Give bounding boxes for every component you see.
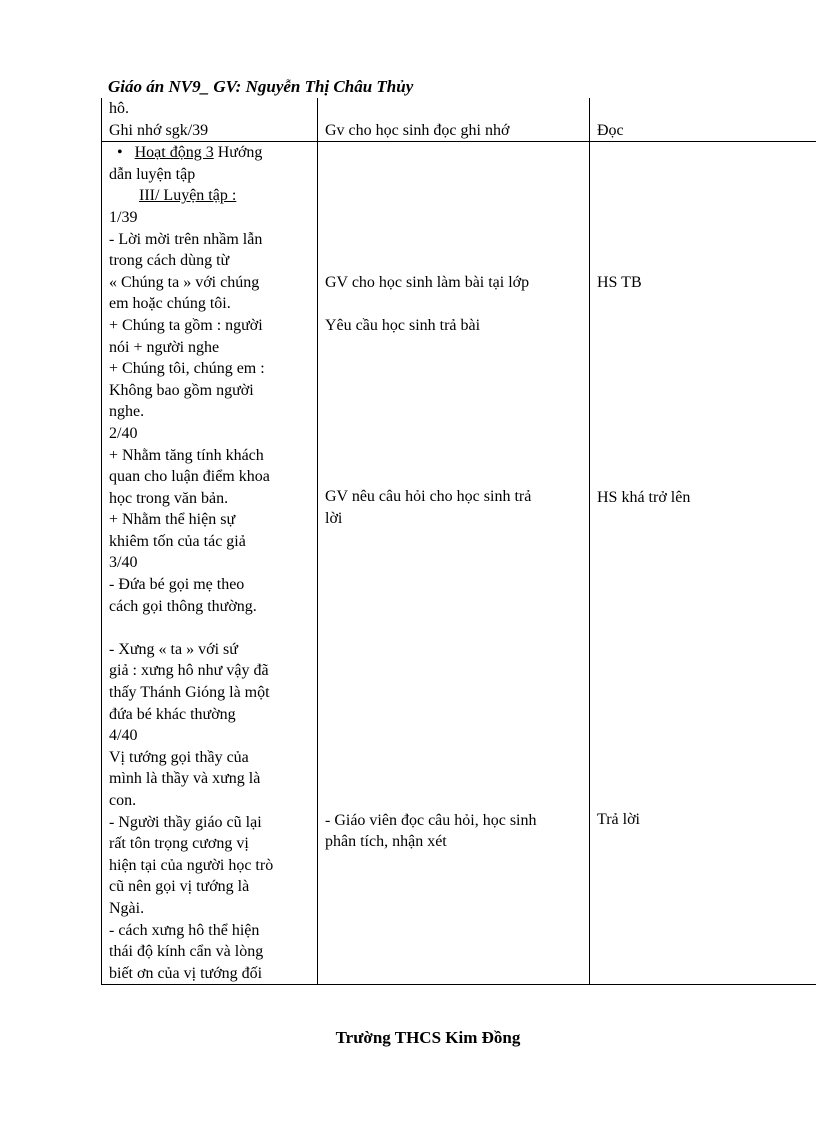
text-line: Không bao gồm người bbox=[109, 381, 254, 399]
text-line: dẫn luyện tập bbox=[109, 165, 196, 183]
text-line: Vị tướng gọi thầy của bbox=[109, 748, 249, 766]
text-line: hô. bbox=[109, 100, 129, 117]
table-row bbox=[102, 98, 816, 142]
table-cell-student bbox=[590, 98, 816, 142]
section-title: III/ Luyện tập : bbox=[139, 187, 237, 205]
teacher-activity-1: GV cho học sinh làm bài tại lớp bbox=[325, 274, 530, 292]
table-row bbox=[102, 142, 816, 985]
teacher-activity-3: GV nêu câu hỏi cho học sinh trả bbox=[325, 488, 532, 506]
text-line: rất tôn trọng cương vị bbox=[109, 835, 249, 853]
exercise-block-a bbox=[109, 207, 317, 617]
text-line: hiện tại của người học trò bbox=[109, 856, 274, 874]
activity-heading bbox=[109, 142, 317, 164]
text-line: - Người thầy giáo cũ lại bbox=[109, 813, 262, 831]
student-activity-3: Trả lời bbox=[597, 811, 640, 829]
text-line: em hoặc chúng tôi. bbox=[109, 295, 231, 313]
text-line: Ngài. bbox=[109, 899, 145, 917]
exercise-block-b bbox=[109, 639, 317, 985]
text-line: giả : xưng hô như vậy đã bbox=[109, 662, 269, 680]
page-header: Giáo án NV9_ GV: Nguyễn Thị Châu Thủy bbox=[108, 77, 414, 96]
text-line: thái độ kính cẩn và lòng bbox=[109, 943, 264, 961]
text-line: nói + người nghe bbox=[109, 338, 220, 356]
text-line: 3/40 bbox=[109, 554, 138, 572]
text-line: biết ơn của vị tướng đối bbox=[109, 964, 263, 982]
text-line: 4/40 bbox=[109, 727, 138, 745]
blank-line bbox=[109, 617, 317, 639]
text-line: + Chúng ta gồm : người bbox=[109, 316, 263, 334]
text-line: nghe. bbox=[109, 403, 145, 421]
text-line: cách gọi thông thường. bbox=[109, 597, 257, 615]
text-line: 2/40 bbox=[109, 424, 138, 442]
text-line: cũ nên gọi vị tướng là bbox=[109, 878, 250, 896]
page-footer: Trường THCS Kim Đồng bbox=[335, 1028, 521, 1047]
text-line: đứa bé khác thường bbox=[109, 705, 236, 723]
teacher-activity-4-cont: phân tích, nhận xét bbox=[325, 833, 447, 851]
student-activity-1: HS TB bbox=[597, 274, 642, 292]
text-line: + Chúng tôi, chúng em : bbox=[109, 360, 265, 378]
text-line: + Nhằm thể hiện sự bbox=[109, 511, 236, 529]
activity-title-rest: Hướng bbox=[213, 144, 263, 162]
bullet: • bbox=[117, 144, 123, 162]
table-cell-teacher bbox=[318, 142, 590, 985]
lesson-table bbox=[101, 98, 816, 985]
text-line: con. bbox=[109, 792, 137, 809]
table-cell-teacher bbox=[318, 98, 590, 142]
text-line: - Đứa bé gọi mẹ theo bbox=[109, 576, 245, 594]
table-cell-content bbox=[102, 142, 318, 985]
table-cell-content bbox=[102, 98, 318, 142]
text-line: học trong văn bản. bbox=[109, 489, 229, 507]
student-activity-2: HS khá trở lên bbox=[597, 488, 691, 506]
text-line: - cách xưng hô thể hiện bbox=[109, 921, 260, 939]
text-line: « Chúng ta » với chúng bbox=[109, 273, 260, 291]
text-line: quan cho luận điểm khoa bbox=[109, 468, 270, 486]
text-line: khiêm tốn của tác giả bbox=[109, 532, 246, 550]
teacher-activity-4: - Giáo viên đọc câu hỏi, học sinh bbox=[325, 811, 537, 829]
text-line: trong cách dùng từ bbox=[109, 252, 230, 270]
text-line: - Xưng « ta » với sứ bbox=[109, 640, 238, 658]
table-cell-student bbox=[590, 142, 816, 985]
activity-title: Hoạt động 3 bbox=[134, 144, 214, 162]
text-line: + Nhằm tăng tính khách bbox=[109, 446, 264, 464]
teacher-activity-2: Yêu cầu học sinh trả bài bbox=[325, 316, 481, 334]
text-line: - Lời mời trên nhầm lẫn bbox=[109, 230, 263, 248]
text-line: thấy Thánh Gióng là một bbox=[109, 684, 270, 702]
text-line: 1/39 bbox=[109, 208, 138, 226]
text-line: Đọc bbox=[597, 121, 624, 139]
teacher-activity-3-cont: lời bbox=[325, 509, 343, 527]
text-line: Gv cho học sinh đọc ghi nhớ bbox=[325, 121, 510, 139]
text-line: Ghi nhớ sgk/39 bbox=[109, 121, 209, 139]
text-line: mình là thầy và xưng là bbox=[109, 770, 261, 788]
